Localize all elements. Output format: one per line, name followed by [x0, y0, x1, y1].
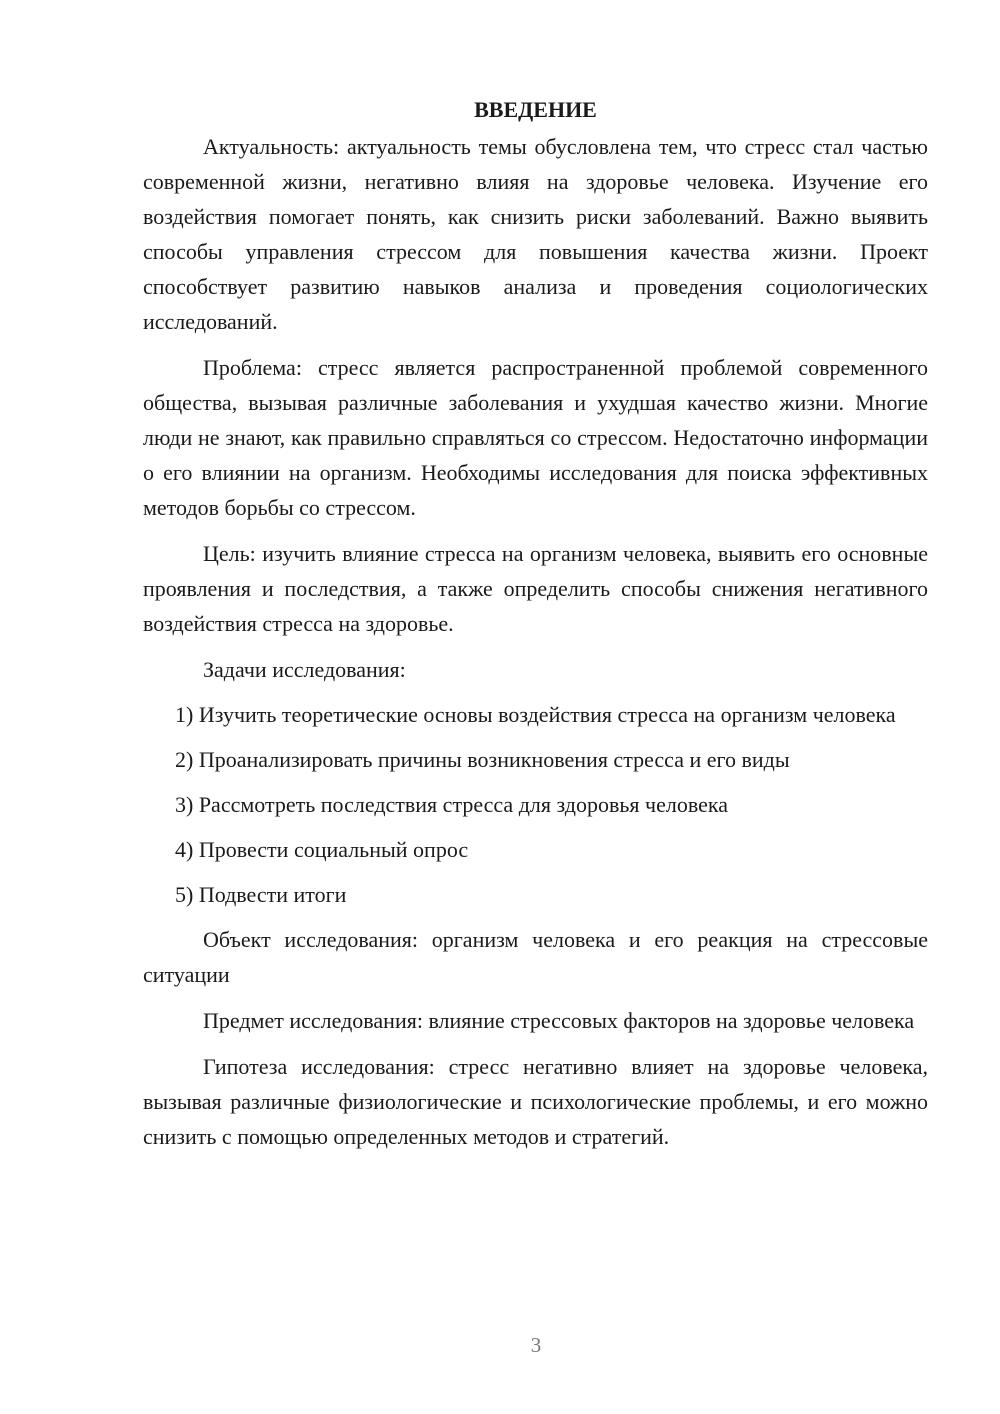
task-item-2: 2) Проанализировать причины возникновения стресса и его виды [175, 747, 790, 772]
section-title: ВВЕДЕНИЕ [474, 97, 597, 122]
task-item-4: 4) Провести социальный опрос [175, 837, 469, 862]
tasks-heading: Задачи исследования: [203, 657, 406, 682]
document-page [143, 92, 928, 1165]
tasks-list [143, 697, 928, 912]
task-item-5: 5) Подвести итоги [175, 882, 347, 907]
paragraph-hypothesis: Гипотеза исследования: стресс негативно влияет на здоровье человека, вызывая различные физиологические и психологические проблемы, и его можно снизить с помощью определенных методов и стратегий. [143, 1054, 928, 1149]
paragraph-goal: Цель: изучить влияние стресса на организм человека, выявить его основные проявления и последствия, а также определить способы снижения негативного воздействия стресса на здоровье. [143, 541, 928, 636]
task-item-3: 3) Рассмотреть последствия стресса для здоровья человека [175, 792, 728, 817]
paragraph-object: Объект исследования: организм человека и его реакция на стрессовые ситуации [143, 927, 928, 987]
page-number: 3 [530, 1333, 542, 1357]
paragraph-problem: Проблема: стресс является распространенной проблемой современного общества, вызывая различные заболевания и ухудшая качество жизни. Многие люди не знают, как правильно справляться со стрессом. Недостаточно информации о его влиянии на организм. Необходимы исследования для поиска эффективных методов борьбы со стрессом. [143, 355, 928, 520]
paragraph-subject: Предмет исследования: влияние стрессовых факторов на здоровье человека [203, 1008, 915, 1033]
task-item-1: 1) Изучить теоретические основы воздействия стресса на организм человека [175, 702, 896, 727]
paragraph-relevance: Актуальность: актуальность темы обусловлена тем, что стресс стал частью современной жизни, негативно влияя на здоровье человека. Изучение его воздействия помогает понять, как снизить риски заболеваний. Важно выявить способы управления стрессом для повышения качества жизни. Проект способствует развитию навыков анализа и проведения социологических исследований. [143, 134, 928, 334]
